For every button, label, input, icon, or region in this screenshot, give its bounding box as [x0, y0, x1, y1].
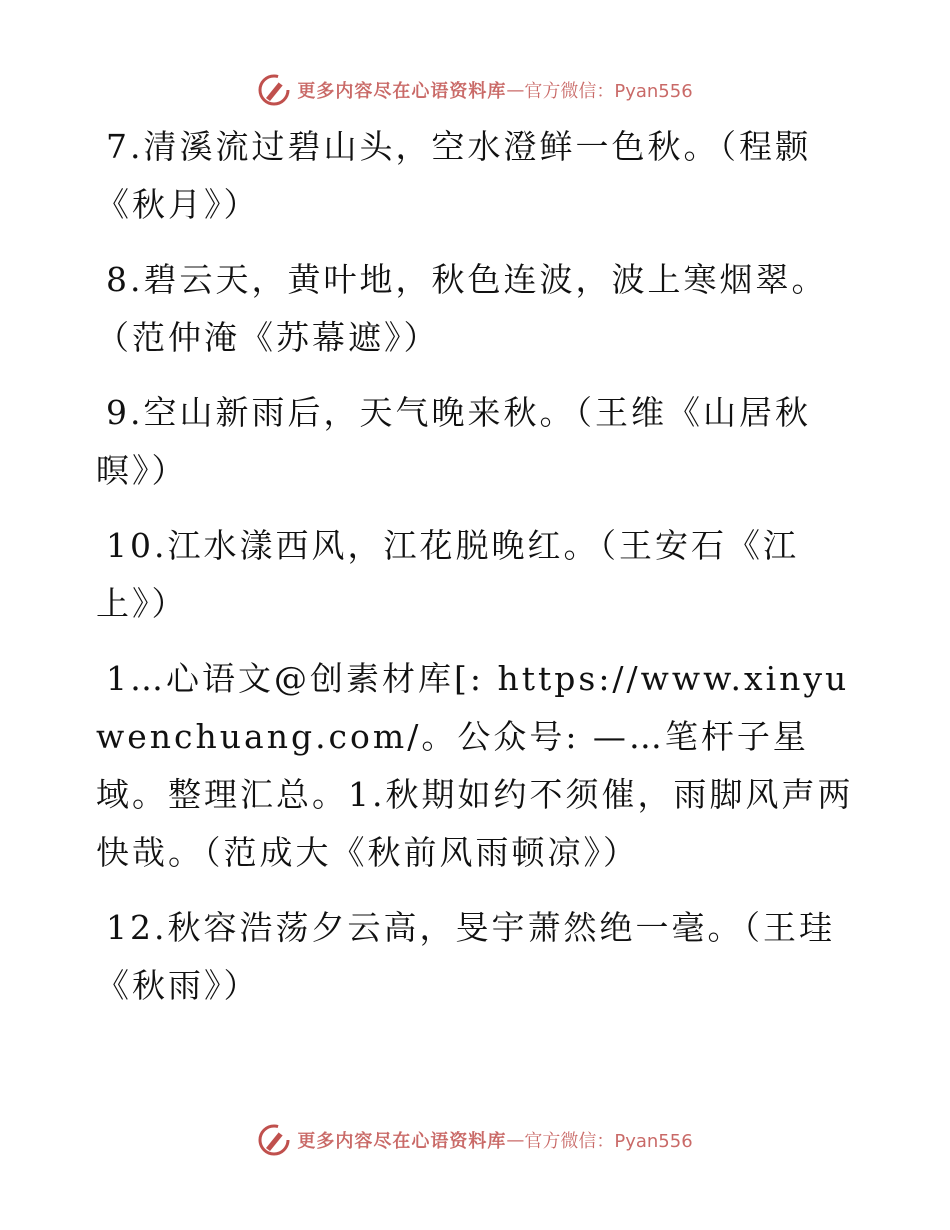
poem-item-10: 10.江水漾西风，江花脱晚红。（王安石《江上》）	[96, 526, 799, 623]
poem-item-11: 1…心语文@创素材库[: https://www.xinyuwenchuang.com/。公众号: —…笔杆子星域。整理汇总。1.秋期如约不须催，雨脚风声两快哉。（范成大《秋前风雨顿凉》）	[96, 659, 854, 872]
poem-list	[96, 118, 856, 1032]
poem-item-12: 12.秋容浩荡夕云高，旻宇萧然绝一毫。（王珪《秋雨》）	[96, 908, 835, 1005]
poem-item-7: 7.清溪流过碧山头，空水澄鲜一色秋。（程颢《秋月》）	[96, 127, 811, 224]
header-banner	[0, 70, 950, 110]
header-title: 更多内容尽在心语资料库	[297, 81, 507, 102]
poem-item-9: 9.空山新雨后，天气晚来秋。（王维《山居秋暝》）	[96, 393, 811, 490]
footer-wechat: 官方微信：Pyan556	[524, 1131, 693, 1152]
header-separator: —	[506, 79, 525, 101]
pen-seal-logo-icon	[257, 1123, 291, 1157]
footer-banner	[0, 1120, 950, 1160]
footer-title: 更多内容尽在心语资料库	[297, 1131, 507, 1152]
pen-seal-logo-icon	[257, 73, 291, 107]
header-wechat: 官方微信：Pyan556	[524, 81, 693, 102]
poem-item-8: 8.碧云天，黄叶地，秋色连波，波上寒烟翠。（范仲淹《苏幕遮》）	[96, 260, 828, 357]
footer-separator: —	[506, 1129, 525, 1151]
